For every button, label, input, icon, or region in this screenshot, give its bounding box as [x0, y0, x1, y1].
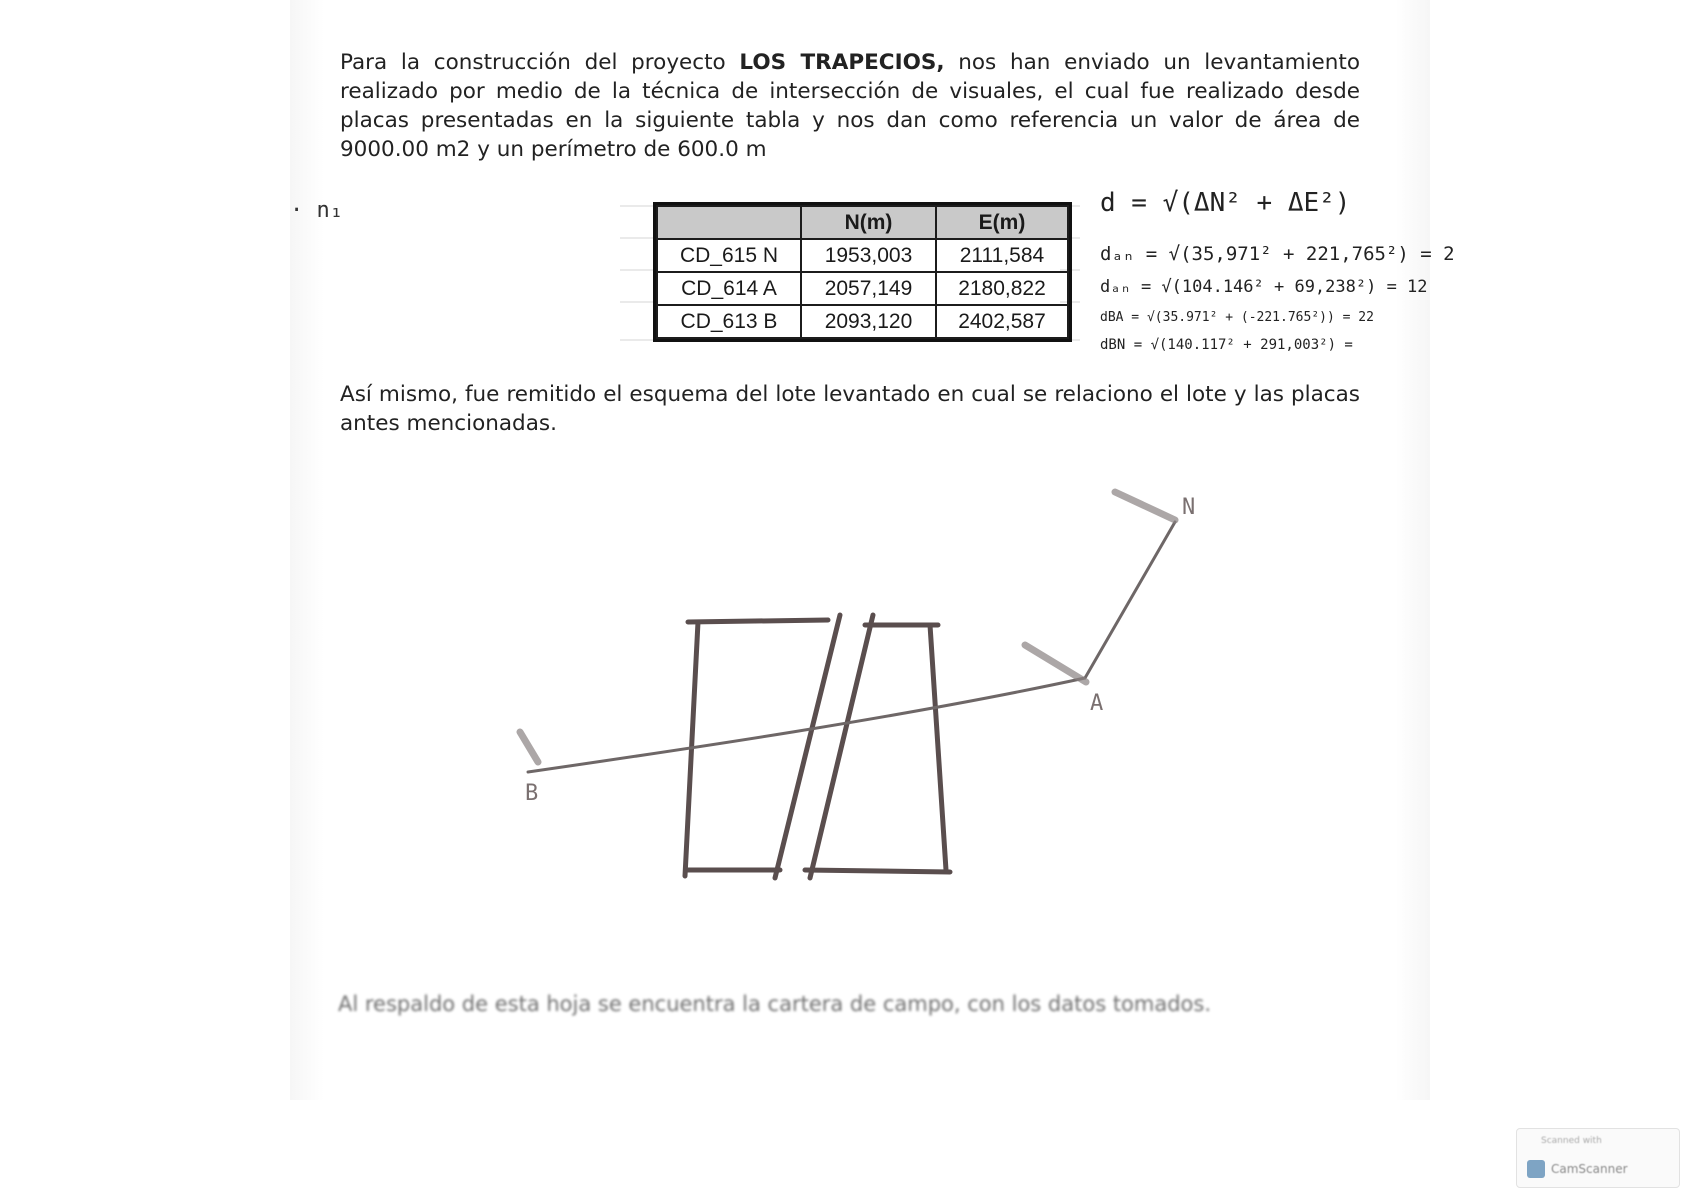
table-cell: CD_613 B [657, 305, 801, 338]
placa-n-marker [1115, 492, 1175, 520]
table-cell: 1953,003 [801, 239, 936, 272]
label-b: B [525, 781, 539, 806]
margin-note: · n₁ [290, 198, 343, 223]
distance-formula: d = √(ΔN² + ΔE²) [1100, 188, 1351, 218]
table-row [657, 239, 1068, 272]
camscanner-icon [1527, 1160, 1545, 1178]
table-row [657, 272, 1068, 305]
project-name: LOS TRAPECIOS, [739, 50, 945, 75]
table-cell: 2111,584 [936, 239, 1068, 272]
watermark-caption: Scanned with [1541, 1136, 1602, 1146]
placa-a-marker [1025, 645, 1086, 682]
watermark-label: CamScanner [1551, 1162, 1628, 1176]
table-cell: CD_614 A [657, 272, 801, 305]
sight-line-a-n [1085, 522, 1175, 678]
intro-paragraph: Para la construcción del proyecto LOS TRAPECIOS, nos han enviado un levantamiento realizado por medio de la técnica de intersección de visuales, el cual fue realizado desde placas presentadas en la siguiente tabla y nos dan como referencia un valor de área de 9000.00 m2 y un perímetro de 600.0 m [340, 50, 1360, 162]
table-header-row [657, 206, 1068, 239]
table-header-cell [657, 206, 801, 239]
table-cell: CD_615 N [657, 239, 801, 272]
table-cell: 2402,587 [936, 305, 1068, 338]
distance-calc-line: dₐₙ = √(104.146² + 69,238²) = 12 [1100, 277, 1428, 297]
lot-sketch-diagram [480, 470, 1240, 900]
label-n: N [1182, 495, 1196, 520]
second-paragraph: Así mismo, fue remitido el esquema del lote levantado en cual se relaciono el lote y las placas antes mencionadas. [340, 382, 1360, 436]
distance-calc-line: dBA = √(35.971² + (-221.765²)) = 22 [1100, 310, 1374, 325]
table-row [657, 305, 1068, 338]
distance-calc-line: dₐₙ = √(35,971² + 221,765²) = 2 [1100, 243, 1455, 265]
table-header-cell: E(m) [936, 206, 1068, 239]
label-a: A [1090, 691, 1104, 716]
table-cell: 2180,822 [936, 272, 1068, 305]
camscanner-watermark [1516, 1128, 1680, 1188]
lot-diagonal-boundary [775, 615, 840, 878]
table-cell: 2057,149 [801, 272, 936, 305]
table-header-cell: N(m) [801, 206, 936, 239]
placa-b-marker [520, 732, 538, 762]
footer-note: Al respaldo de esta hoja se encuentra la cartera de campo, con los datos tomados. [338, 992, 1212, 1016]
table-cell: 2093,120 [801, 305, 936, 338]
distance-calc-line: dBN = √(140.117² + 291,003²) = [1100, 337, 1353, 353]
placas-table [656, 205, 1069, 339]
